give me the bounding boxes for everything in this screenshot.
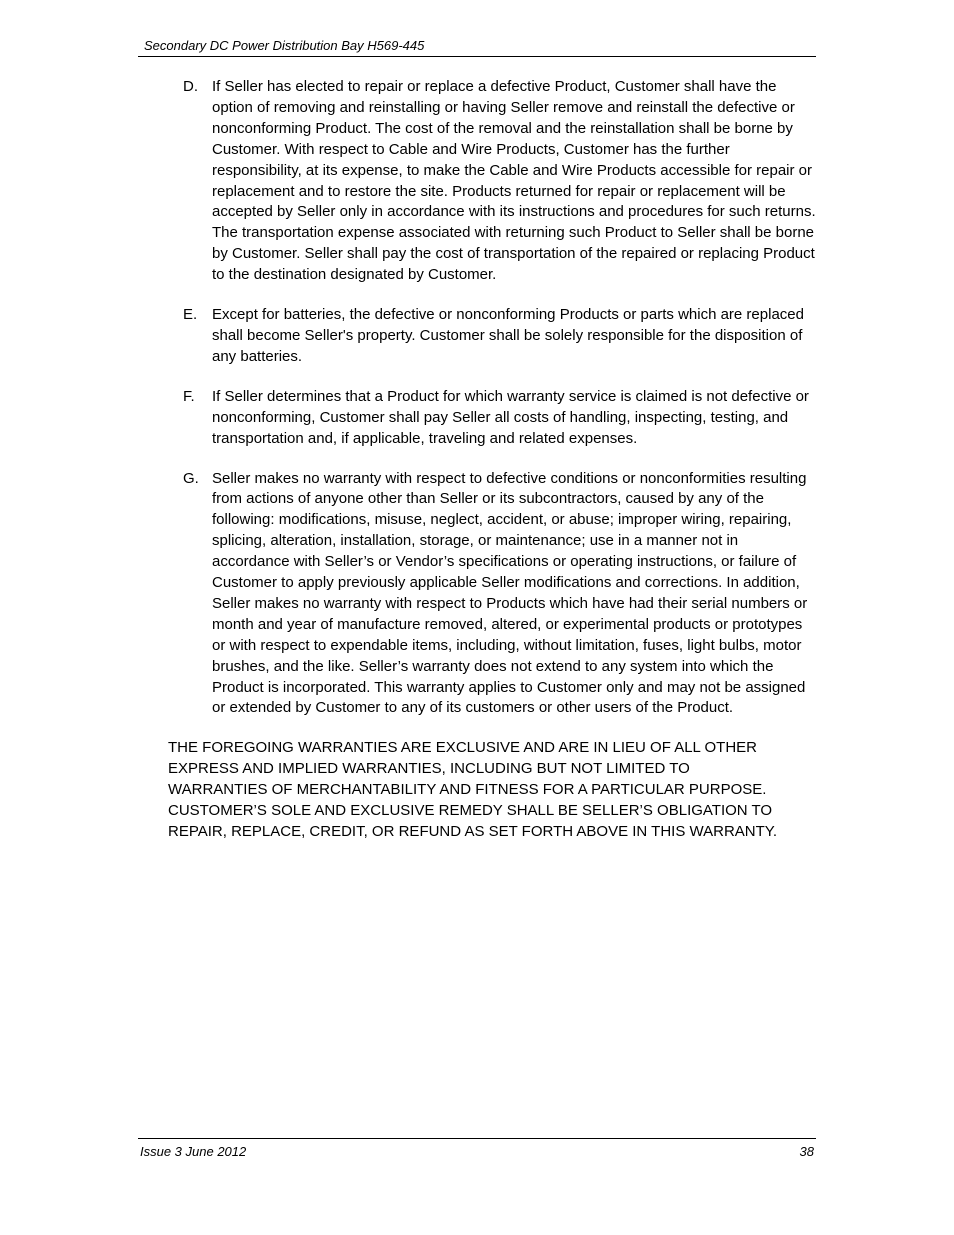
list-item-text: Except for batteries, the defective or nonconforming Products or parts which are replaced shall become Seller's property. Customer shall be solely responsible for the disposition of any batteries. <box>212 306 804 365</box>
list-item-e <box>168 305 818 368</box>
document-title: Secondary DC Power Distribution Bay H569-445 <box>144 38 425 53</box>
warranty-disclaimer: THE FOREGOING WARRANTIES ARE EXCLUSIVE AND ARE IN LIEU OF ALL OTHER EXPRESS AND IMPLIED WARRANTIES, INCLUDING BUT NOT LIMITED TO WARRANTIES OF MERCHANTABILITY AND FITNESS FOR A PARTICULAR PURPOSE. CUSTOMER’S SOLE AND EXCLUSIVE REMEDY SHALL BE SELLER’S OBLIGATION TO REPAIR, REPLACE, CREDIT, OR REFUND AS SET FORTH ABOVE IN THIS WARRANTY. <box>168 739 778 840</box>
list-item-label: G. <box>183 469 199 487</box>
list-item-f <box>168 387 818 450</box>
list-item-text: Seller makes no warranty with respect to defective conditions or nonconformities resulting from actions of anyone other than Seller or its subcontractors, caused by any of the following: modifications, misuse, neglect, accident, or abuse; improper wiring, repairing, splicing, alteration, installation, storage, or maintenance; use in a manner not in accordance with Seller’s or Vendor’s specifications or operating instructions, or failure of Customer to apply previously applicable Seller modifications and corrections. In addition, Seller makes no warranty with respect to Products which have had their serial numbers or month and year of manufacture removed, altered, or experimental products or prototypes or with respect to expendable items, including, without limitation, fuses, light bulbs, motor brushes, and the like. Seller’s warranty does not extend to any system into which the Product is incorporated. This warranty applies to Customer only and may not be assigned or extended by Customer to any of its customers or other users of the Product. <box>212 469 808 717</box>
list-item-text: If Seller determines that a Product for which warranty service is claimed is not defective or nonconforming, Customer shall pay Seller all costs of handling, inspecting, testing, and transportation and, if applicable, traveling and related expenses. <box>212 387 809 447</box>
list-item-label: E. <box>183 306 198 324</box>
list-item-d <box>168 77 818 286</box>
page-header <box>138 36 816 57</box>
list-item-g <box>168 469 818 720</box>
list-item-label: F. <box>183 387 195 405</box>
issue-date: Issue 3 June 2012 <box>140 1144 247 1159</box>
page-number: 38 <box>799 1144 814 1159</box>
page-footer <box>138 1138 816 1159</box>
list-item-label: D. <box>183 78 198 95</box>
document-body <box>168 77 818 843</box>
list-item-text: If Seller has elected to repair or replace a defective Product, Customer shall have the option of removing and reinstalling or having Seller remove and reinstall the defective or nonconforming Product. The cost of the removal and the reinstallation shall be borne by Customer. With respect to Cable and Wire Products, Customer has the further responsibility, at its expense, to make the Cable and Wire Products accessible for repair or replacement and to restore the site. Products returned for repair or replacement will be accepted by Seller only in accordance with its instructions and procedures for such returns. The transportation expense associated with returning such Product to Seller shall be borne by Customer. Seller shall pay the cost of transportation of the repaired or replacing Product to the destination designated by Customer. <box>212 78 816 284</box>
